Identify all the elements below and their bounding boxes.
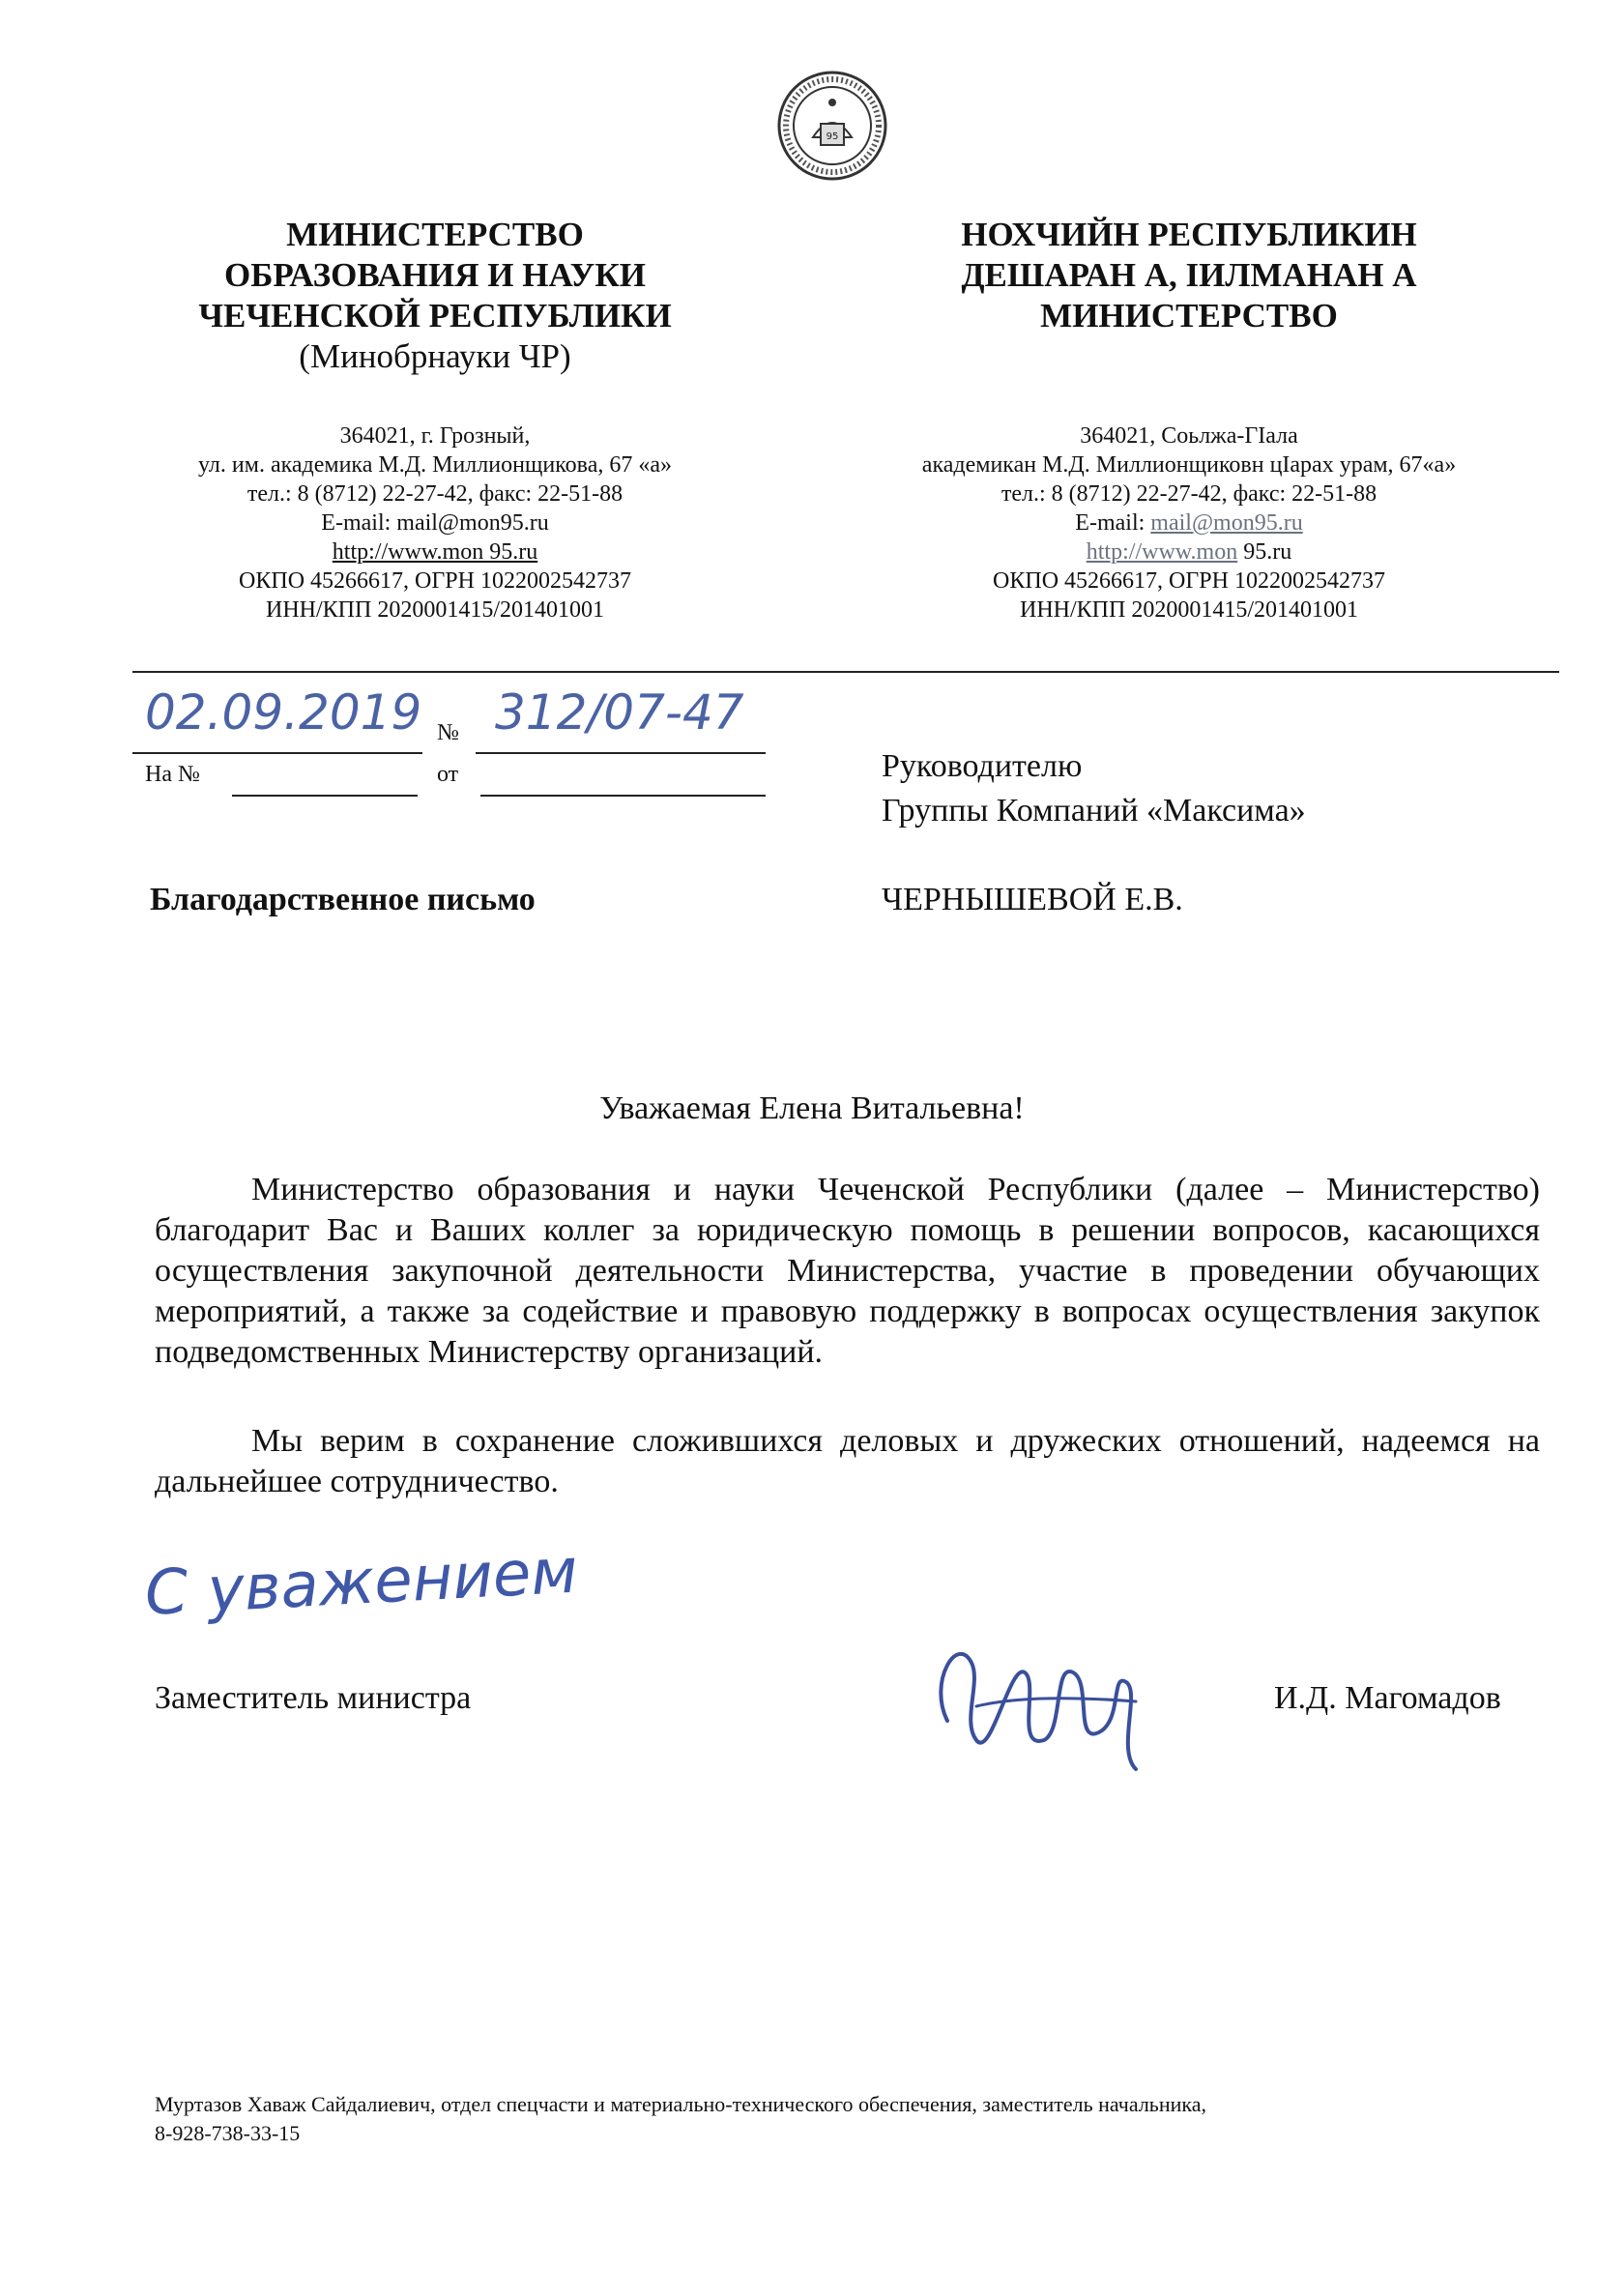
salutation: Уважаемая Елена Витальевна! <box>599 1090 1025 1126</box>
date-line <box>132 752 422 754</box>
signatory-name: И.Д. Магомадов <box>1274 1680 1501 1716</box>
address-block-ru <box>145 421 725 625</box>
recipient-line: Группы Компаний «Максима» <box>882 793 1306 828</box>
signature-icon <box>918 1605 1170 1788</box>
email-label: E-mail: <box>1075 510 1151 536</box>
reply-date-label: от <box>437 762 459 787</box>
outgoing-number-handwritten: 312/07-47 <box>495 684 744 741</box>
website-line <box>870 538 1508 567</box>
ministry-name-ru <box>145 215 725 377</box>
ministry-short-name: (Минобрнауки ЧР) <box>299 337 571 375</box>
address-line: академикан М.Д. Миллионщиковн цІарах урам, 67«а» <box>921 452 1457 478</box>
ministry-title-line: НОХЧИЙН РЕСПУБЛИКИН <box>961 216 1417 253</box>
website-suffix: 95.ru <box>1237 539 1292 565</box>
outgoing-date-handwritten: 02.09.2019 <box>145 684 422 741</box>
executor-contact: Муртазов Хаваж Сайдалиевич, отдел спецчасти и материально-технического обеспечения, заместитель начальника, <box>155 2092 1207 2116</box>
header-divider <box>132 671 1559 673</box>
address-line: 364021, г. Грозный, <box>339 423 531 449</box>
executor-phone: 8-928-738-33-15 <box>155 2121 301 2145</box>
address-line: 364021, Соьлжа-ГІала <box>1080 423 1298 449</box>
okpo-line: ОКПО 45266617, ОГРН 1022002542737 <box>993 568 1385 594</box>
phone-line: тел.: 8 (8712) 22-27-42, факс: 22-51-88 <box>1000 481 1378 507</box>
number-line <box>476 752 766 754</box>
svg-text:95: 95 <box>826 131 839 142</box>
inn-line: ИНН/КПП 2020001415/201401001 <box>1019 597 1358 623</box>
signatory-position: Заместитель министра <box>155 1680 472 1716</box>
ministry-title-line: МИНИСТЕРСТВО <box>286 216 584 253</box>
body-paragraph: Мы верим в сохранение сложившихся деловых и дружеских отношений, надеемся на дальнейшее сотрудничество. <box>155 1423 1540 1499</box>
ministry-title-line: ДЕШАРАН А, ІИЛМАНАН А <box>961 256 1417 294</box>
ministry-title-line: ЧЕЧЕНСКОЙ РЕСПУБЛИКИ <box>198 297 672 334</box>
body-paragraph: Министерство образования и науки Чеченской Республики (далее – Министерство) благодарит Вас и Ваших коллег за юридическую помощь в решении вопросов, касающихся осуществления закупочной деятельности Министерства, участие в проведении обучающих мероприятий, а также за содействие и правовую поддержку в вопросах осуществления закупок подведомственных Министерству организаций. <box>155 1172 1540 1370</box>
website-link[interactable]: http://www.mon 95.ru <box>332 539 538 565</box>
recipient-line: Руководителю <box>882 748 1083 784</box>
okpo-line: ОКПО 45266617, ОГРН 1022002542737 <box>239 568 631 594</box>
recipient-name: ЧЕРНЫШЕВОЙ Е.В. <box>882 882 1183 917</box>
address-line: ул. им. академика М.Д. Миллионщикова, 67 «а» <box>197 452 673 478</box>
phone-line: тел.: 8 (8712) 22-27-42, факс: 22-51-88 <box>246 481 624 507</box>
email-link[interactable]: mail@mon95.ru <box>1150 510 1303 536</box>
email-line <box>870 509 1508 538</box>
number-label: № <box>437 720 459 745</box>
inn-line: ИНН/КПП 2020001415/201401001 <box>265 597 604 623</box>
ministry-title-line: МИНИСТЕРСТВО <box>1040 297 1338 334</box>
reply-to-label: На № <box>145 762 200 787</box>
ministry-name-ce <box>870 215 1508 336</box>
website-link[interactable]: http://www.mon <box>1086 539 1238 565</box>
recipient-block <box>882 744 1306 833</box>
closing-handwritten: С уважением <box>143 1535 580 1630</box>
address-block-ce <box>870 421 1508 625</box>
document-title: Благодарственное письмо <box>150 882 536 917</box>
reply-date-line <box>480 795 766 797</box>
republic-emblem-icon <box>776 70 888 182</box>
reply-number-line <box>232 795 418 797</box>
executor-footer <box>155 2090 1206 2148</box>
email-line: E-mail: mail@mon95.ru <box>321 510 549 536</box>
ministry-title-line: ОБРАЗОВАНИЯ И НАУКИ <box>224 256 646 294</box>
